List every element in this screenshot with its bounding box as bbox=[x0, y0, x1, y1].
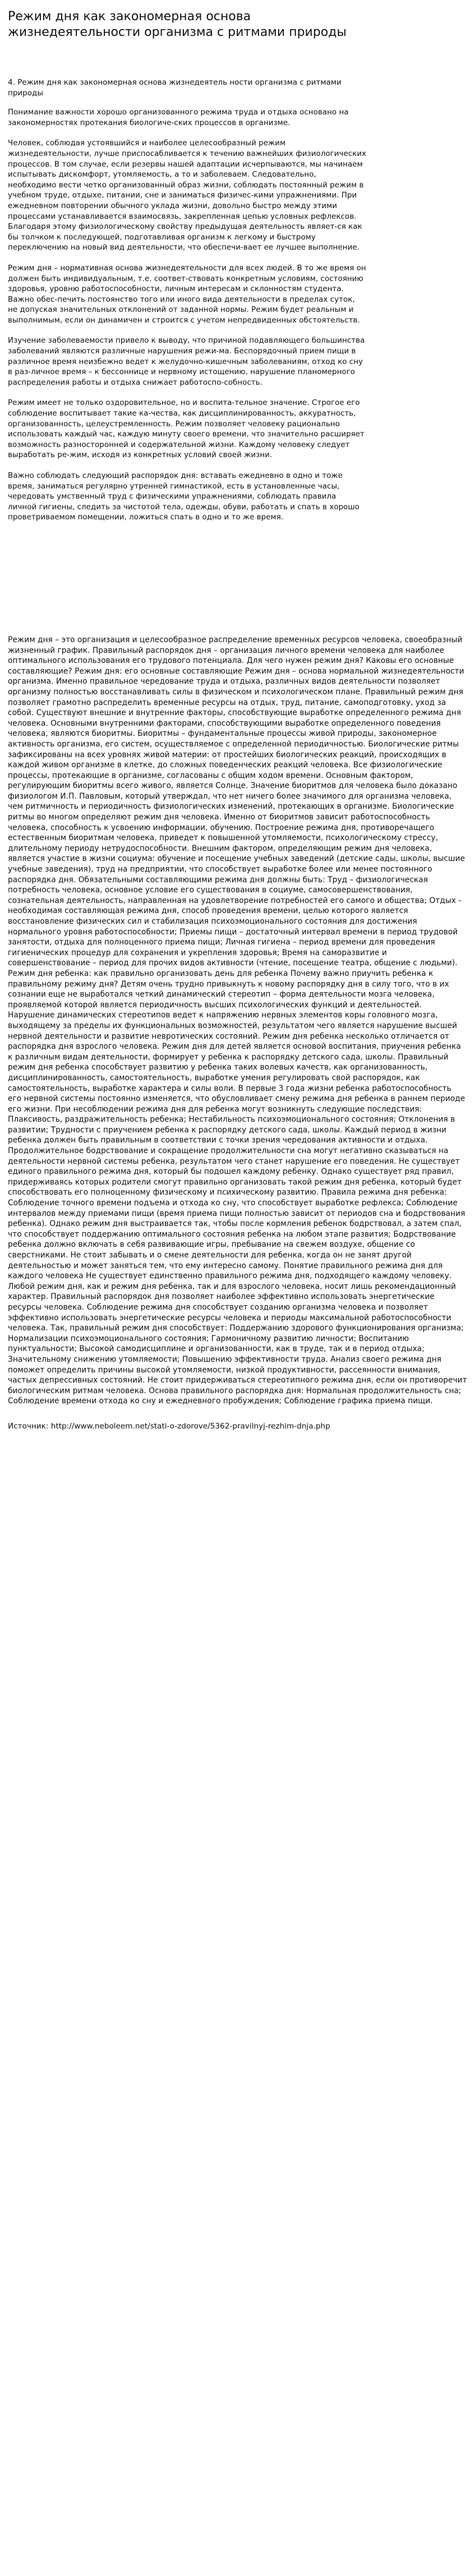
page-title: Режим дня как закономерная основа жизнедеятельности организма с ритмами природы bbox=[8, 10, 347, 39]
intro-paragraph: Понимание важности хорошо организованного режима труда и отдыха основано на закономерностях протекания биологиче-ских процессов в организме. bbox=[8, 108, 349, 127]
intro-paragraph: 4. Режим дня как закономерная основа жизнедеятель ности организма с ритмами природы bbox=[8, 78, 342, 98]
blank-gap bbox=[8, 533, 467, 635]
intro-paragraph: Изучение заболеваемости привело к выводу, что причиной подавляющего большинства заболеваний являются различные нарушения режи-ма. Беспорядочный прием пищи в различное время неизбежно ведет к желудочно-кишечным заболеваниям, отход ко сну в раз-личное время – к бессоннице и нервному истощению, нарушение планомерного распределения работы и отдыха снижает работоспо-собность. bbox=[8, 336, 365, 387]
intro-paragraph: Важно соблюдать следующий распорядок дня: вставать ежедневно в одно и тоже время, заниматься регулярно утренней гимнастикой, есть в установленные часы, чередовать умственный труд с физическими упражнениями, соблюдать правила личной гигиены, следить за чистотой тела, одежды, обуви, работать и спать в хорошо проветриваемом помещении, ложиться спать в одно и то же время. bbox=[8, 471, 359, 522]
source-link[interactable]: http://www.neboleem.net/stati-o-zdorove/5362-pravilnyj-rezhim-dnja.php bbox=[50, 1421, 330, 1431]
source-label: Источник: bbox=[8, 1421, 49, 1431]
intro-paragraph: Человек, соблюдая устоявшийся и наиболее целесообразный режим жизнедеятельности, лучше приспосабливается к течению важнейших физиологических процессов. В том случае, если резервы нашей адаптации исчерпываются, мы начинаем испытывать дискомфорт, утомляемость, а то и заболеваем. Следовательно, необходимо вести четко организованный образ жизни, соблюдать постоянный режим в учебном труде, отдыхе, питании, сне и заниматься физичес-кими упражнениями. При ежедневном повторении обычного уклада жизни, довольно быстро между этими процессами устанавливается взаимосвязь, закрепленная цепью условных рефлексов. Благодаря этому физиологическому свойству предыдущая деятельность являет-ся как бы толчком к последующей, подготавливая организм к легкому и быстрому переключению на новый вид деятельности, что обеспечи-вает ее лучшее выполнение. bbox=[8, 139, 367, 252]
source-line bbox=[8, 1421, 467, 1431]
article-section bbox=[8, 635, 467, 1407]
intro-paragraph: Режим имеет не только оздоровительное, но и воспита-тельное значение. Строгое его соблюдение воспитывает такие ка-чества, как дисциплинированность, аккуратность, организованность, целеустремленность. Режим позволяет человеку рационально использовать каждый час, каждую минуту своего времени, что значительно расширяет возможность разносторонней и содержательной жизни. Каждому человеку следует выработать ре-жим, исходя из конкретных условий своей жизни. bbox=[8, 398, 365, 460]
intro-section bbox=[8, 77, 367, 523]
article-paragraph: Режим дня – это организация и целесообразное распределение временных ресурсов человека, своеобразный жизненный график. Правильный распорядок дня – организация личного времени человека для наиболее оптимального использования его трудового потенциала. Для чего нужен режим дня? Каковы его основные составляющие? Режим дня: его основные составляющие Режим дня – основа нормальной жизнедеятельности организма. Именно правильное чередование труда и отдыха, различных видов деятельности позволяет организму полностью восстанавливать силы в физическом и психологическом плане. Правильный режим дня позволяет грамотно распределить временные ресурсы на отдых, труд, питание, самоподготовку, уход за собой. Существуют внешние и внутренние факторы, способствующие выработке определенного режима дня человека. Основными внутренними факторами, способствующими выработке определенного поведения человека, являются биоритмы. Биоритмы – фундаментальные процессы живой природы, закономерное активность организма, его систем, осуществляемое с определенной периодичностью. Биологические ритмы зафиксированы на всех уровнях живой материи: от простейших биологических реакций, происходящих в каждой живом организме в клетке, до сложных поведенческих реакций человека. Все физиологические процессы, протекающие в организме, согласованы с общим ходом времени. Основным фактором, регулирующим биоритмы всего живого, является Солнце. Значение биоритмов для человека было доказано физиологом И.П. Павловым, который утверждал, что нет ничего более значимого для организма человека, чем ритмичность и периодичность физиологических изменений, протекающих в организме. Биологические ритмы во многом определяют режим дня человека. Именно от биоритмов зависит работоспособность человека, способность к усвоению информации, обучению. Построение режима дня, противоречащего естественным биоритмам человека, приведет к повышенной утомляемости, психологическому стрессу, длительному периоду нетрудоспособности. Внешним фактором, определяющим режим дня человека, является участие в жизни социума: обучение и посещение учебных заведений (детские сады, школы, высшие учебные заведения), труд на предприятии, что способствует выработке более или менее постоянного распорядка дня. Обязательными составляющими режима дня должны быть: Труд – физиологическая потребность человека, основное условие его существования в социуме, самосовершенствования, сознательная деятельность, направленная на удовлетворение потребностей его самого и общества; Отдых - необходимая составляющая режима дня, способ проведения времени, целью которого является восстановление физических сил и стабилизация психоэмоционального состояния для достижения нормального уровня работоспособности; Приемы пищи – достаточный интервал времени в период трудовой занятости, отдыха для полноценного приема пищи; Личная гигиена – период времени для проведения гигиенических процедур для сохранения и укрепления здоровья; Время на саморазвитие и совершенствование – период для прочих видов активности (чтение, посещение театра, общение с людьми). Режим дня ребенка: как правильно организовать день для ребенка Почему важно приучить ребенка к правильному режиму дня? Детям очень трудно привыкнуть к новому распорядку дня в силу того, что в их сознании еще не выработался четкий динамический стереотип – форма деятельности мозга человека, проявляемой которой является периодичность высших психологических функций и деятельностей. Нарушение динамических стереотипов ведет к напряжению нервных элементов коры головного мозга, выходящему за пределы их функциональных возможностей, результатом чего является нарушение высшей нервной деятельности и развитие невротических состояний. Режим дня ребенка несколько отличается от распорядка дня взрослого человека. Режим дня для детей является основой воспитания, приучения ребенка к различным видам деятельности, формирует у ребенка к распорядку детского сада, школы. Правильный режим дня ребенка способствует развитию у ребенка таких волевых качеств, как организованность, дисциплинированность, самостоятельность, выработке умения регулировать свой распорядок, как самостоятельность, выработке характера и силы воли. В первые 3 года жизни ребенка работоспособность его нервной системы постоянно изменяется, что обусловливает смену режима дня ребенка в раннем периоде его жизни. При несоблюдении режима дня для ребенка могут возникнуть следующие последствия: Плаксивость, раздражительность ребенка; Нестабильность психоэмоционального состояния; Отклонения в развитии; Трудности с приучением ребенка к распорядку детского сада, школы. Каждый период в жизни ребенка должен быть правильным в соответствии с точки зрения чередования активности и отдыха. Продолжительное бодрствование и сокращение продолжительности сна могут негативно сказываться на деятельности нервной системы ребенка, результатом чего станет нарушение его поведения. Не существует единого правильного режима дня, который бы подошел каждому ребенку. Однако существует ряд правил, придерживаясь которых родители смогут правильно организовать такой режим дня ребенка, который будет способствовать его полноценному физическому и психическому развитию. Правила режима дня ребенка: Соблюдение точного времени подъема и отхода ко сну, что способствует выработке рефлекса; Соблюдение интервалов между приемами пищи (время приема пищи полностью зависит от периодов сна и бодрствования ребенка). Однако режим дня выстраивается так, чтобы после кормления ребенок бодрствовал, а затем спал, что способствует поддержанию оптимального состояния ребенка на любом этапе развития; Бодрствование ребенка должно включать в себя развивающие игры, пребывание на свежем воздухе, общение со сверстниками. Не стоит забывать и о смене деятельности для ребенка, когда он не занят другой деятельностью и может заняться тем, что ему интересно самому. Понятие правильного режима дня для каждого человека Не существует единственно правильного режима дня, подходящего каждому человеку. Любой режим дня, как и режим дня ребенка, так и для взрослого человека, носит лишь рекомендационный характер. Правильный распорядок дня позволяет наиболее эффективно использовать энергетические ресурсы человека. Соблюдение режима дня способствует созданию организма человека и позволяет эффективно использовать энергетические ресурсы человека и периоды максимальной работоспособности человека. Так, правильный режим дня способствует: Поддержанию здорового функционирования организма; Нормализации психоэмоционального состояния; Гармоничному развитию личности; Воспитанию пунктуальности; Высокой самодисциплине и организованности, как в труде, так и в период отдыха; Значительному снижению утомляемости; Повышению эффективности труда. Анализ своего режима дня поможет определить причины высокой утомляемости, низкой продуктивности, рассеянности внимания, частых депрессивных состояний. Не стоит придерживаться стереотипного режима дня, если он противоречит биологическим ритмам человека. Основа правильного распорядка дня: Нормальная продолжительность сна; Соблюдение времени отхода ко сну и ежедневного пробуждения; Соблюдение графика приема пищи. bbox=[8, 635, 467, 1406]
intro-paragraph: Режим дня – нормативная основа жизнедеятельности для всех людей. В то же время он должен быть индивидуальным, т.е. соответ-ствовать конкретным условиям, состоянию здоровья, уровню работоспособности, личным интересам и склонностям студента. Важно обес-печить постоянство того или иного вида деятельности в пределах суток, не допуская значительных отклонений от заданной нормы. Режим будет реальным и выполнимым, если он динамичен и строится с учетом непредвиденных обстоятельств. bbox=[8, 263, 366, 325]
